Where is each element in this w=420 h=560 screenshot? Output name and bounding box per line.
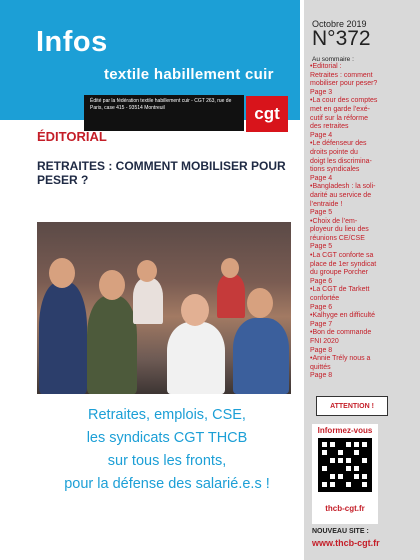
toc-item: •Editorial : [310, 63, 342, 70]
toc-item: •Choix de l’em- [310, 217, 358, 225]
toc-item: mobiliser pour peser? [310, 80, 378, 88]
toc-item: ployeur du lieu des [310, 226, 369, 234]
toc-item: Page 6 [310, 277, 333, 285]
issue-month: Octobre 2019 [312, 19, 367, 29]
crowd-photo [37, 222, 291, 394]
toc-item: •Annie Trély nous a [310, 355, 371, 363]
slogan-line: Retraites, emplois, CSE, [88, 407, 246, 423]
toc-item: Page 8 [310, 372, 333, 380]
toc-item: Page 7 [310, 320, 333, 328]
toc-item: •Le défenseur des [310, 140, 367, 148]
table-of-contents [310, 63, 414, 381]
qr-label: Informez-vous [317, 426, 373, 435]
toc-item: des retraites [310, 123, 349, 131]
site-label: NOUVEAU SITE : [312, 528, 369, 535]
section-title: ÉDITORIAL [37, 129, 107, 144]
toc-item: quittés [310, 363, 331, 371]
toc-item: darité au service de [310, 191, 372, 199]
toc-item: Retraites : comment [310, 71, 373, 79]
toc-item: FNI 2020 [310, 338, 339, 345]
toc-title: Au sommaire : [312, 56, 354, 63]
toc-item: Page 5 [310, 243, 333, 251]
issue-number: N°372 [312, 27, 371, 50]
toc-item: •La CGT conforte sa [310, 252, 374, 260]
toc-item: Page 4 [310, 131, 333, 139]
toc-item: cutif sur la réforme [310, 114, 368, 122]
toc-item: place de 1er syndicat [310, 260, 377, 268]
toc-item: Page 4 [310, 174, 333, 182]
toc-item: •Bangladesh : la soli- [310, 183, 376, 191]
slogan [37, 404, 297, 496]
toc-item: •Bon de commande [310, 329, 372, 337]
cgt-logo: cgt [246, 96, 288, 132]
toc-item: droits pointe du [310, 148, 358, 156]
masthead-subtitle: textile habillement cuir [104, 66, 274, 83]
publisher-band: Édité par la fédération textile habillement cuir - CGT 263, rue de Paris, case 415 - 93514 Montreuil [84, 95, 244, 131]
toc-item: l’entraide ! [310, 200, 343, 208]
site-url[interactable]: www.thcb-cgt.fr [312, 538, 380, 548]
toc-item: Page 8 [310, 346, 333, 354]
toc-item: Page 6 [310, 303, 333, 311]
toc-item: •La cour des comptes [310, 97, 378, 105]
toc-item: Page 3 [310, 88, 333, 96]
toc-item: met en garde l’exé- [310, 105, 370, 113]
slogan-line: les syndicats CGT THCB [86, 430, 248, 446]
qr-code-icon [318, 438, 372, 492]
attention-badge: ATTENTION ! [316, 396, 388, 416]
toc-item: tions syndicales [310, 166, 360, 174]
toc-item: confortée [310, 295, 340, 303]
headline: RETRAITES : COMMENT MOBILISER POUR PESER ? [37, 159, 286, 187]
toc-item: •Kalhyge en difficulté [310, 312, 375, 320]
toc-item: •La CGT de Tarkett [310, 286, 370, 294]
toc-item: réunions CE/CSE [310, 234, 365, 242]
masthead-title: Infos [36, 26, 108, 58]
toc-item: doigt les discrimina- [310, 157, 372, 165]
slogan-line: pour la défense des salarié.e.s ! [64, 476, 270, 492]
toc-item: du groupe Porcher [310, 269, 368, 277]
slogan-line: sur tous les fronts, [107, 453, 227, 469]
toc-item: Page 5 [310, 209, 333, 217]
qr-site: thcb-cgt.fr [325, 504, 365, 513]
